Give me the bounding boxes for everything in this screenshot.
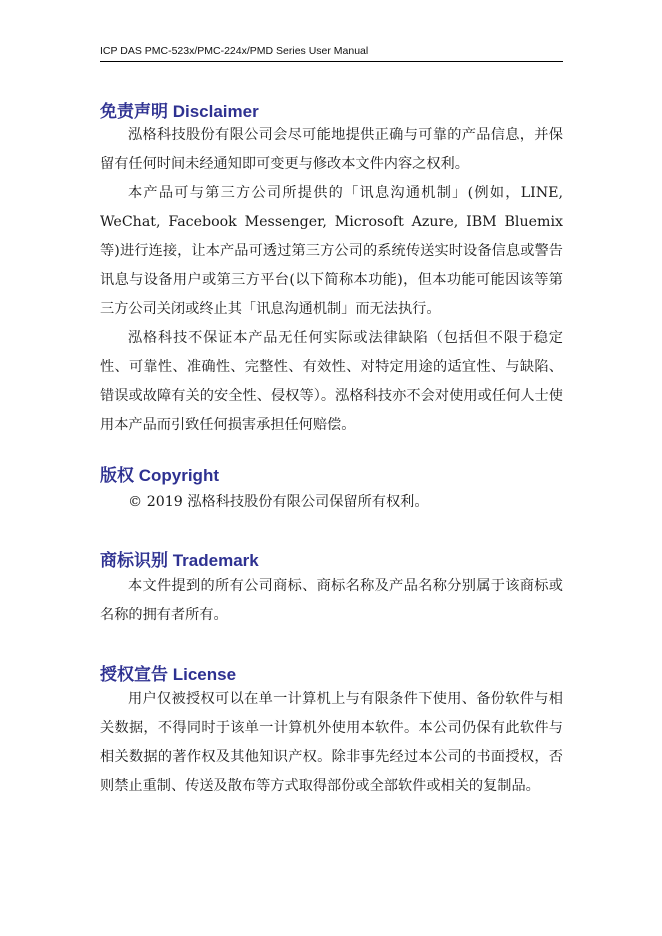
- license-paragraph: 用户仅被授权可以在单一计算机上与有限条件下使用、备份软件与相关数据，不得同时于该单一计算机外使用本软件。本公司仍保有此软件与相关数据的著作权及其他知识产权。除非事先经过本公司的书面授权，否则禁止重制、传送及散布等方式取得部份或全部软件或相关的复制品。: [100, 691, 563, 794]
- running-header: ICP DAS PMC-523x/PMC-224x/PMD Series User Manual: [100, 45, 563, 62]
- disclaimer-paragraph-3: 泓格科技不保证本产品无任何实际或法律缺陷（包括但不限于稳定性、可靠性、准确性、完整性、有效性、对特定用途的适宜性、与缺陷、错误或故障有关的安全性、侵权等）。泓格科技亦不会对使用或任何人士使用本产品而引致任何损害承担任何赔偿。: [100, 330, 563, 433]
- disclaimer-paragraph-1: 泓格科技股份有限公司会尽可能地提供正确与可靠的产品信息，并保留有任何时间未经通知即可变更与修改本文件内容之权利。: [100, 127, 563, 172]
- trademark-title: 商标识别 Trademark: [100, 551, 259, 570]
- copyright-title: 版权 Copyright: [100, 466, 219, 485]
- disclaimer-title: 免责声明 Disclaimer: [100, 102, 259, 121]
- disclaimer-paragraph-2: 本产品可与第三方公司所提供的「讯息沟通机制」(例如，LINE, WeChat, Facebook Messenger, Microsoft Azure, IBM Bluemix 等)进行连接，让本产品可透过第三方公司的系统传送实时设备信息或警告讯息与设备用户或第三方平台(以下简称本功能)，但本功能可能因该等第三方公司关闭或终止其「讯息沟通机制」而无法执行。: [100, 185, 563, 317]
- trademark-paragraph: 本文件提到的所有公司商标、商标名称及产品名称分别属于该商标或名称的拥有者所有。: [100, 578, 563, 623]
- copyright-paragraph: © 2019 泓格科技股份有限公司保留所有权利。: [128, 494, 429, 510]
- license-title: 授权宣告 License: [100, 665, 237, 684]
